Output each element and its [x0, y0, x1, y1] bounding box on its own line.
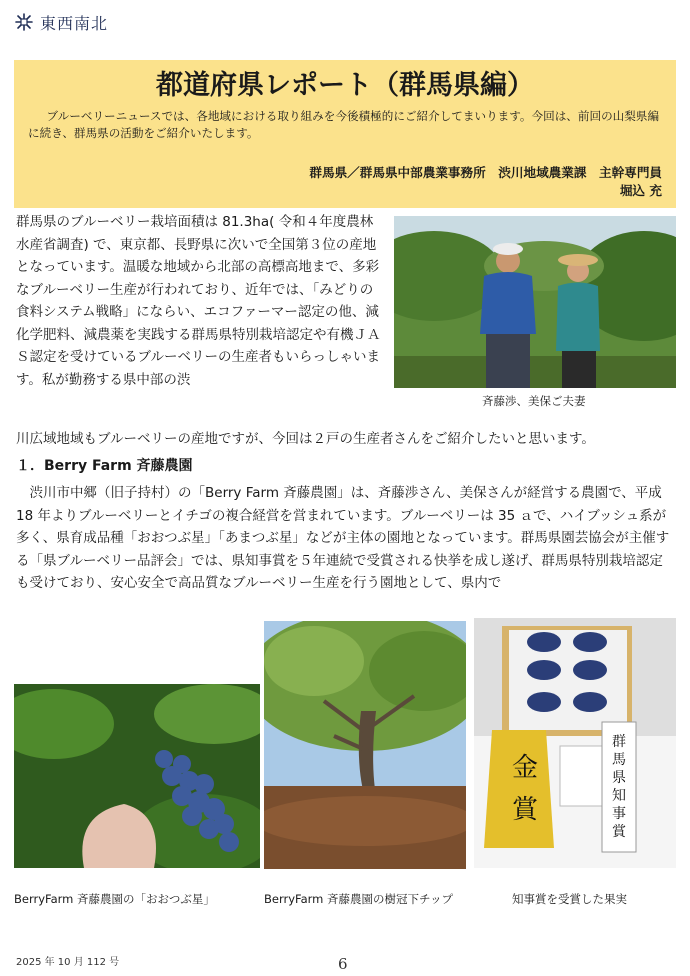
article-intro: ブルーベリーニュースでは、各地域における取り組みを今後積極的にご紹介してまいります。今回は、前回の山梨県編に続き、群馬県の活動をご紹介いたします。: [28, 109, 660, 140]
tree-photo-caption: BerryFarm 斉藤農園の樹冠下チップ: [264, 892, 454, 906]
award-fruit-photo: [474, 618, 676, 868]
award-ribbon-char: 賞: [612, 824, 626, 840]
berries-photo: [14, 684, 260, 868]
award-ribbon-char: 知: [612, 788, 626, 804]
award-gold-char-2: 賞: [512, 795, 539, 825]
page-number: 6: [338, 955, 348, 973]
award-ribbon-char: 事: [612, 806, 626, 822]
award-ribbon-char: 馬: [612, 752, 626, 768]
issue-info: 2025 年 10 月 112 号: [16, 957, 120, 968]
award-gold-char-1: 金: [512, 753, 539, 783]
section-heading-berry-farm: １．Berry Farm 斉藤農園: [16, 458, 193, 474]
section-tag: [14, 11, 108, 33]
article-title: 都道府県レポート（群馬県編）: [156, 70, 534, 101]
author-block: [309, 164, 662, 200]
award-ribbon-char: 県: [612, 770, 626, 786]
berries-photo-caption: BerryFarm 斉藤農園の「おおつぶ星」: [14, 892, 215, 906]
author-name: 堀込 充: [619, 183, 662, 198]
award-photo-caption: 知事賞を受賞した果実: [512, 892, 627, 906]
tree-mulch-photo: [264, 621, 466, 869]
couple-photo: [394, 216, 676, 388]
paragraph-berry-farm-text: 渋川市中郷（旧子持村）の「Berry Farm 斉藤農園」は、斉藤渉さん、美保さんが経営する農園で、平成 18 年よりブルーベリーとイチゴの複合経営を営まれています。ブルーベリーは 35 ａで、ハイブッシュ系が多く、県育成品種「おおつぶ星」「あまつぶ星」などが主体の園地となっています。群馬県園芸協会が主催する「県ブルーベリー品評会」では、県知事賞を５年連続で受賞される快挙を成し遂げ、群馬県特別栽培認定も受けており、安心安全で高品質なブルーベリー生産を行う園地として、県内で: [16, 485, 670, 591]
section-label: 東西南北: [40, 13, 109, 33]
award-ribbon-char: 群: [612, 734, 626, 750]
author-affiliation: 群馬県／群馬県中部農業事務所 渋川地域農業課 主幹専門員: [309, 165, 662, 180]
snowflake-mark-icon: [14, 12, 34, 32]
article-header: [14, 60, 676, 208]
paragraph-berry-farm: [16, 482, 676, 595]
paragraph-intro-continued: 川広域地域もブルーベリーの産地ですが、今回は２戸の生産者さんをご紹介したいと思います。: [16, 431, 595, 447]
couple-photo-caption: 斉藤渉、美保ご夫妻: [482, 394, 586, 408]
paragraph-intro: 群馬県のブルーベリー栽培面積は 81.3ha( 令和４年度農林水産省調査) で、東京都、長野県に次いで全国第３位の産地となっています。温暖な地域から北部の高標高地まで、多彩なブルーベリー生産が行われており、近年では、「みどりの食料システム戦略」にならい、エコファーマー認定の他、減化学肥料、減農薬を実践する群馬県特別栽培認定や有機ＪＡＳ認定を受けているブルーベリーの生産者もいらっしゃいます。私が勤務する県中部の渋: [16, 214, 381, 388]
